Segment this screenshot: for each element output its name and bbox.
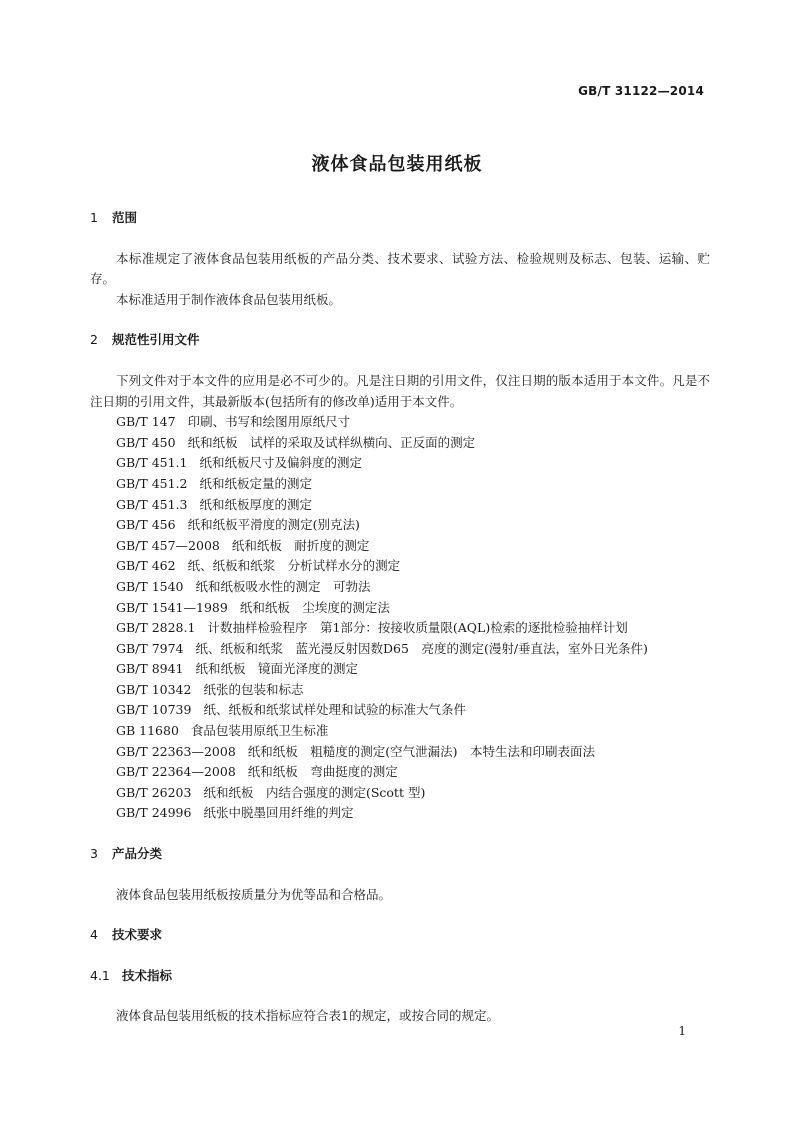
reference-code: GB/T 10739 [116,702,192,718]
reference-item [90,495,710,516]
reference-title: 纸和纸板 弯曲挺度的测定 [247,764,398,780]
reference-title: 纸和纸板 耐折度的测定 [231,537,370,553]
reference-item [90,762,710,783]
reference-code: GB/T 8941 [116,661,184,677]
reference-title: 纸和纸板 试样的采取及试样纵横向、正反面的测定 [187,434,476,450]
reference-title: 纸、纸板和纸浆试样处理和试验的标准大气条件 [203,702,466,718]
reference-code: GB/T 24996 [116,805,192,821]
reference-title: 纸和纸板平滑度的测定(别克法) [187,517,360,533]
reference-item [90,618,710,639]
reference-title: 纸、纸板和纸浆 分析试样水分的测定 [187,558,401,574]
paragraph: 下列文件对于本文件的应用是必不可少的。凡是注日期的引用文件，仅注日期的版本适用于本文件。凡是不注日期的引用文件，其最新版本(包括所有的修改单)适用于本文件。 [90,372,710,409]
section-number: 2 [90,332,98,348]
reference-item [90,659,710,680]
reference-item [90,639,710,660]
reference-item [90,783,710,804]
reference-code: GB/T 457—2008 [116,537,220,553]
document-body [90,208,710,1027]
section-title: 规范性引用文件 [112,332,200,348]
reference-title: 食品包装用原纸卫生标准 [190,723,329,739]
reference-title: 计数抽样检验程序 第1部分：按接收质量限(AQL)检索的逐批检验抽样计划 [207,620,628,636]
reference-title: 印刷、书写和绘图用原纸尺寸 [187,414,351,430]
reference-title: 纸和纸板定量的测定 [199,475,312,491]
section-title: 技术要求 [112,927,163,943]
reference-code: GB/T 451.3 [116,496,188,512]
reference-code: GB/T 147 [116,414,176,430]
reference-code: GB/T 462 [116,558,176,574]
reference-title: 纸和纸板 镜面光泽度的测定 [195,661,359,677]
reference-item [90,515,710,536]
reference-title: 纸张中脱墨回用纤维的判定 [203,805,354,821]
section-number: 1 [90,210,98,225]
reference-code: GB/T 22363—2008 [116,743,236,759]
reference-title: 纸和纸板 内结合强度的测定(Scott 型) [203,784,426,800]
section-title: 范围 [112,210,138,225]
reference-code: GB/T 10342 [116,681,192,697]
reference-item [90,474,710,495]
reference-list [90,412,710,824]
reference-item [90,598,710,619]
paragraph: 液体食品包装用纸板的技术指标应符合表1的规定，或按合同的规定。 [116,1008,499,1024]
reference-item [90,412,710,433]
reference-item [90,536,710,557]
page-number: 1 [678,1024,686,1038]
reference-item [90,803,710,824]
reference-title: 纸和纸板 粗糙度的测定(空气泄漏法) 本特生法和印刷表面法 [247,743,596,759]
reference-code: GB/T 22364—2008 [116,764,236,780]
document-title: 液体食品包装用纸板 [311,154,483,175]
reference-item [90,577,710,598]
reference-title: 纸和纸板尺寸及偏斜度的测定 [199,455,362,471]
standard-code: GB/T 31122—2014 [578,84,704,98]
section-number: 4 [90,927,98,943]
reference-code: GB/T 2828.1 [116,620,196,636]
reference-code: GB/T 451.1 [116,455,188,471]
reference-code: GB/T 1541—1989 [116,599,228,615]
section-title: 产品分类 [112,846,163,862]
reference-item [90,453,710,474]
reference-code: GB/T 456 [116,517,176,533]
section-title: 技术指标 [122,967,173,983]
reference-code: GB/T 450 [116,434,176,450]
section-heading-4 [90,925,710,946]
reference-item [90,700,710,721]
reference-title: 纸和纸板吸水性的测定 可勃法 [195,578,371,594]
reference-title: 纸张的包装和标志 [203,681,304,697]
reference-code: GB/T 7974 [116,640,184,656]
section-number: 4.1 [90,967,110,983]
section-heading-4-1 [90,966,710,987]
section-number: 3 [90,846,98,862]
reference-code: GB/T 1540 [116,578,184,594]
reference-item [90,680,710,701]
reference-code: GB/T 451.2 [116,475,188,491]
reference-item [90,721,710,742]
reference-title: 纸和纸板 尘埃度的测定法 [239,599,390,615]
paragraph: 本标准规定了液体食品包装用纸板的产品分类、技术要求、试验方法、检验规则及标志、包装、运输、贮存。 [90,250,710,287]
reference-title: 纸和纸板厚度的测定 [199,496,312,512]
paragraph: 液体食品包装用纸板按质量分为优等品和合格品。 [116,886,392,902]
paragraph: 本标准适用于制作液体食品包装用纸板。 [116,291,342,307]
reference-item [90,433,710,454]
reference-code: GB/T 26203 [116,784,192,800]
reference-item [90,556,710,577]
reference-code: GB 11680 [116,723,179,739]
section-heading-1 [90,208,710,229]
section-heading-2 [90,330,710,351]
reference-title: 纸、纸板和纸浆 蓝光漫反射因数D65 亮度的测定(漫射/垂直法，室外日光条件) [195,640,648,656]
section-heading-3 [90,844,710,865]
reference-item [90,742,710,763]
